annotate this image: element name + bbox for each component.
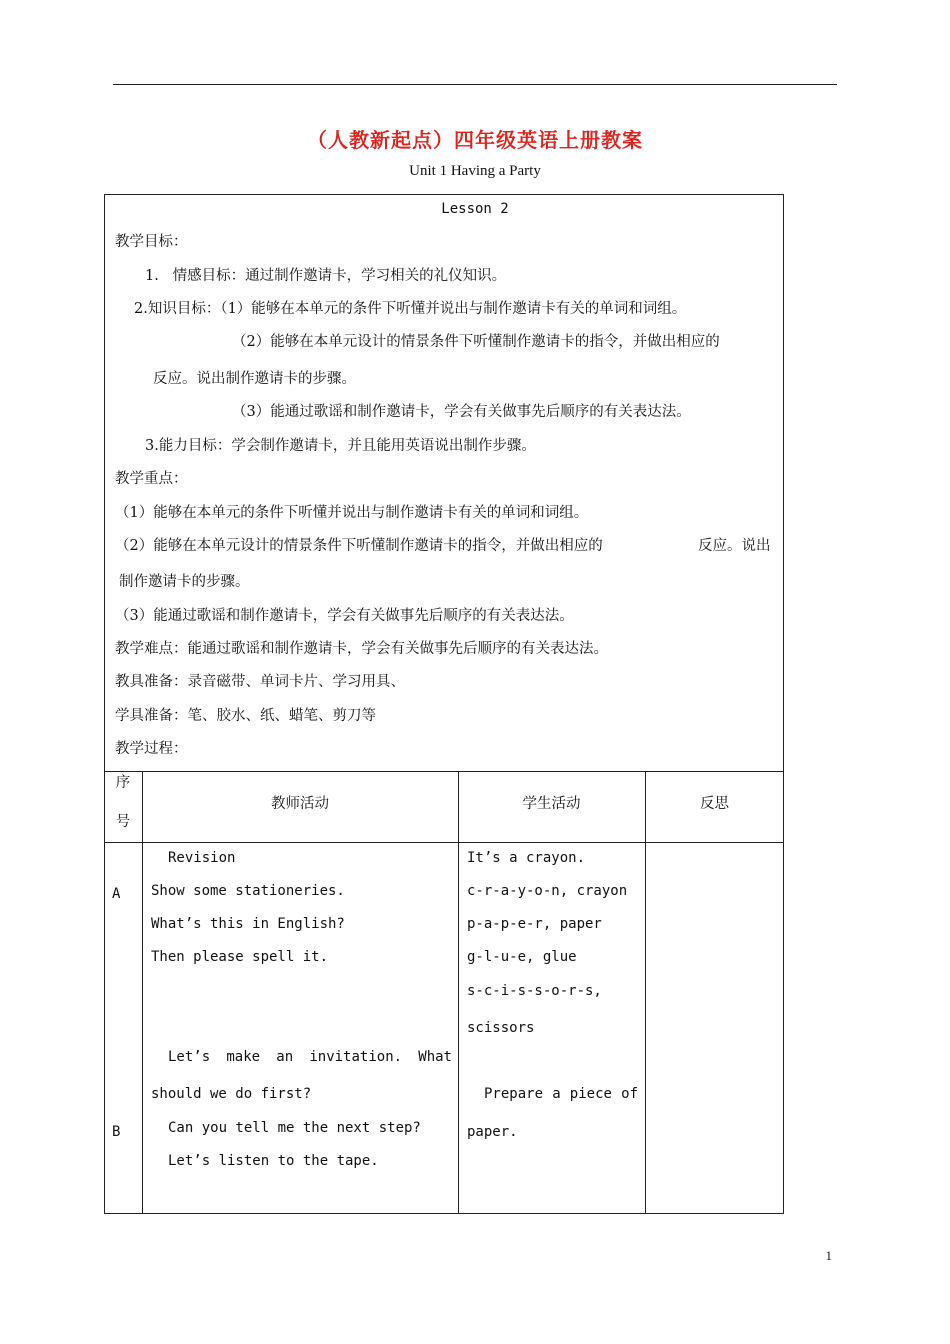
objective-line: 3.能力目标：学会制作邀请卡，并且能用英语说出制作步骤。 (145, 438, 536, 454)
header-student: 学生活动 (522, 796, 581, 812)
header-seq: 序 (115, 775, 131, 791)
objective-line: （2）能够在本单元设计的情景条件下听懂制作邀请卡的指令，并做出相应的 (232, 334, 720, 350)
student-line: p-a-p-e-r, paper (467, 916, 602, 932)
row-seq: A (112, 886, 121, 902)
table-header-border (104, 842, 784, 843)
page-number: 1 (825, 1248, 832, 1263)
teacher-line: Can you tell me the next step? (168, 1120, 421, 1136)
teacher-line: What’s this in English? (151, 916, 345, 932)
student-line: g-l-u-e, glue (467, 949, 577, 965)
document-title: （人教新起点）四年级英语上册教案 (307, 128, 643, 152)
process-heading: 教学过程： (115, 741, 188, 757)
student-line: It’s a crayon. (467, 850, 586, 866)
student-line: paper. (467, 1124, 518, 1140)
row-seq: B (112, 1124, 121, 1140)
unit-subtitle: Unit 1 Having a Party (409, 163, 541, 179)
key-point-line: （2）能够在本单元设计的情景条件下听懂制作邀请卡的指令，并做出相应的 (115, 538, 603, 554)
teacher-line: Show some stationeries. (151, 883, 345, 899)
student-line: scissors (467, 1020, 535, 1036)
key-point-line: （3）能通过歌谣和制作邀请卡，学会有关做事先后顺序的有关表达法。 (115, 608, 574, 624)
objective-line: （3）能通过歌谣和制作邀请卡，学会有关做事先后顺序的有关表达法。 (232, 404, 691, 420)
teacher-line: Let’s listen to the tape. (168, 1153, 379, 1169)
student-line: s-c-i-s-s-o-r-s, (467, 983, 602, 999)
difficulty-line: 教学难点：能通过歌谣和制作邀请卡，学会有关做事先后顺序的有关表达法。 (115, 641, 608, 657)
teacher-line: Let’s make an invitation. What (168, 1049, 452, 1065)
objective-line: 反应。说出制作邀请卡的步骤。 (153, 371, 356, 387)
student-line: Prepare a piece of (484, 1086, 638, 1102)
lesson-label: Lesson 2 (441, 201, 509, 217)
objectives-heading: 教学目标： (115, 234, 188, 250)
student-prep-line: 学具准备：笔、胶水、纸、蜡笔、剪刀等 (115, 708, 376, 724)
table-top-border (104, 771, 784, 772)
key-points-heading: 教学重点： (115, 471, 188, 487)
objective-line: 1. 情感目标：通过制作邀请卡，学习相关的礼仪知识。 (145, 268, 507, 284)
student-line: c-r-a-y-o-n, crayon (467, 883, 628, 899)
key-point-line: 制作邀请卡的步骤。 (119, 574, 250, 590)
objective-line: 2.知识目标：（1）能够在本单元的条件下听懂并说出与制作邀请卡有关的单词和词组。 (134, 301, 687, 317)
header-rule (113, 84, 837, 85)
key-point-line: （1）能够在本单元的条件下听懂并说出与制作邀请卡有关的单词和词组。 (115, 505, 589, 521)
teacher-prep-line: 教具准备：录音磁带、单词卡片、学习用具、 (115, 674, 405, 690)
table-column-divider (458, 771, 459, 1214)
table-column-divider (645, 771, 646, 1214)
teacher-line: should we do first? (151, 1086, 312, 1102)
table-column-divider (142, 771, 143, 1214)
header-seq: 号 (115, 814, 131, 830)
teacher-line: Then please spell it. (151, 949, 329, 965)
header-teacher: 教师活动 (271, 796, 329, 812)
teacher-line: Revision (168, 850, 236, 866)
header-reflection: 反思 (700, 796, 729, 812)
key-point-line: 反应。说出 (698, 538, 771, 554)
